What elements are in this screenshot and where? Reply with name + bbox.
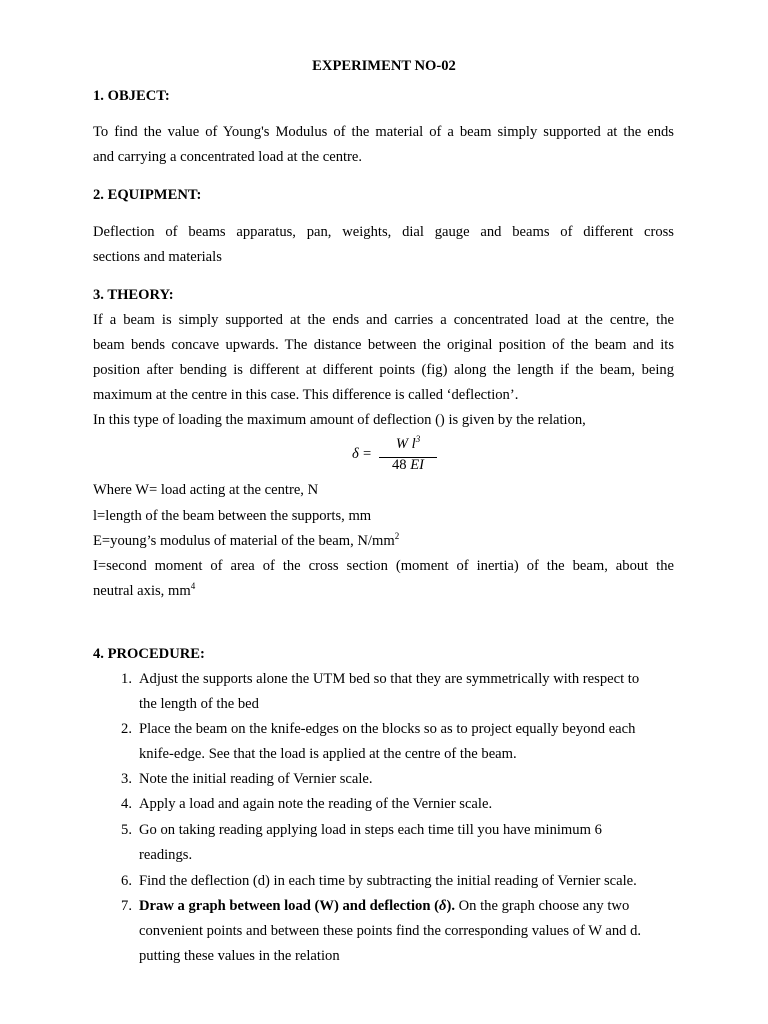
equation-numerator: W $l^3$ [395,434,421,452]
list-item-number: 7. [121,898,132,914]
list-item-text: knife-edge. See that the load is applied at the centre of the beam. [139,746,517,762]
list-item-text: Find the deflection (d) in each time by subtracting the initial reading of Vernier scale. [139,873,637,889]
theory-text-line: position after bending is different at different points (fig) along the length if the beam, being [93,362,674,378]
list-item-number: 2. [121,721,132,737]
list-item-text: convenient points and between these points find the corresponding values of W and d. [139,923,642,939]
where-line: Where W= load acting at the centre, N [93,482,319,498]
theory-text-line: beam bends concave upwards. The distance between the original position of the beam and its [93,337,674,353]
list-item-number: 4. [121,796,132,812]
list-item-number: 3. [121,771,132,787]
equation-denominator: 48 EI [391,457,425,473]
equipment-text-line: Deflection of beams apparatus, pan, weights, dial gauge and beams of different cross [93,224,674,240]
list-item-text: readings. [139,847,193,863]
equipment-text-line: sections and materials [93,249,222,265]
list-item-text: Note the initial reading of Vernier scale. [139,771,373,787]
equation-lhs: δ [352,446,359,462]
theory-text-line: In this type of loading the maximum amount of deflection () is given by the relation, [93,412,586,428]
where-line-i: I=second moment of area of the cross section (moment of inertia) of the beam, about the [93,558,674,574]
equation-equals: = [363,446,372,462]
object-text-line: To find the value of Young's Modulus of the material of a beam simply supported at the ends [93,124,674,140]
list-item-text: Place the beam on the knife-edges on the blocks so as to project equally beyond each [139,721,636,737]
where-line-i: neutral axis, $mm^4$ [93,581,196,599]
theory-text-line: If a beam is simply supported at the ends and carries a concentrated load at the centre, the [93,312,674,328]
where-line: l=length of the beam between the supports, mm [93,508,372,524]
section-heading-equipment: 2. EQUIPMENT: [93,187,202,203]
theory-text-line: maximum at the centre in this case. This difference is called ‘deflection’. [93,387,519,403]
list-item-number: 5. [121,822,132,838]
section-heading-object: 1. OBJECT: [93,88,170,104]
list-item-number: 6. [121,873,132,889]
list-item-text: the length of the bed [139,696,259,712]
list-item-text: putting these values in the relation [139,948,340,964]
list-item-text: Draw a graph between load (W) and deflection (δ). On the graph choose any two [139,898,630,914]
list-item-number: 1. [121,671,132,687]
section-heading-procedure: 4. PROCEDURE: [93,646,205,662]
where-line-e: E=young’s modulus of material of the beam, $N/mm^2$ [93,531,400,549]
list-item-text: Go on taking reading applying load in steps each time till you have minimum 6 [139,822,602,838]
list-item-text: Adjust the supports alone the UTM bed so that they are symmetrically with respect to [139,671,640,687]
list-item-text: Apply a load and again note the reading of the Vernier scale. [139,796,493,812]
section-heading-theory: 3. THEORY: [93,287,174,303]
page-title: EXPERIMENT NO-02 [312,58,456,74]
object-text-line: and carrying a concentrated load at the centre. [93,149,363,165]
